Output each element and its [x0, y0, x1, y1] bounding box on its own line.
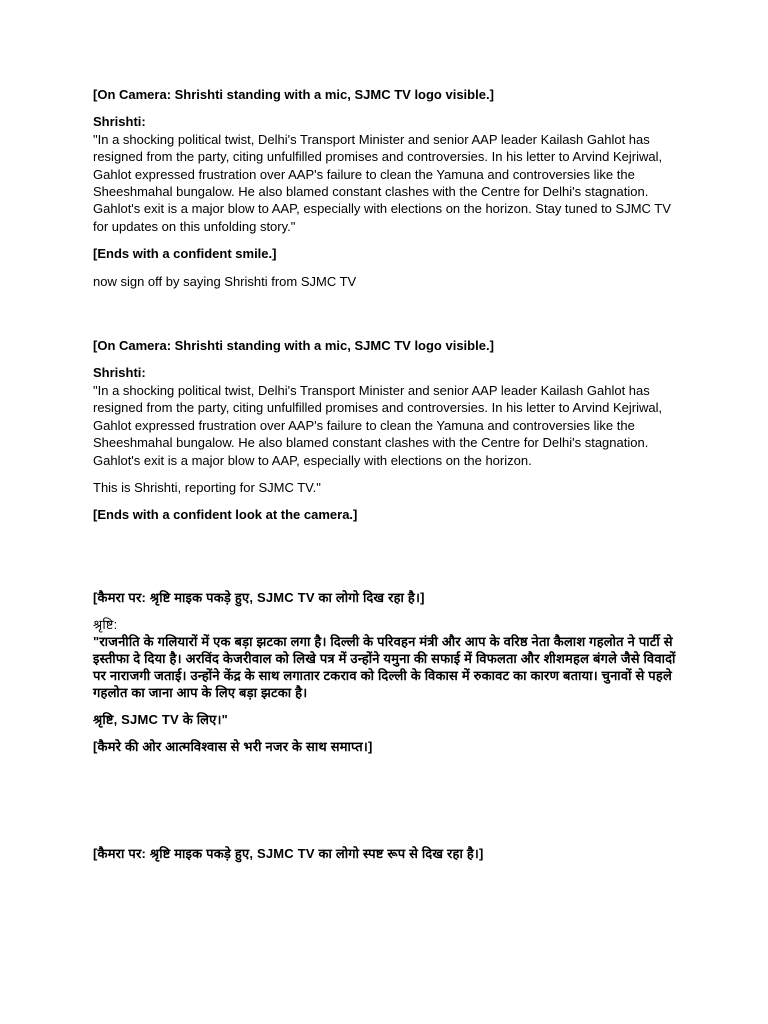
stage-direction-close: [Ends with a confident smile.] — [93, 246, 277, 262]
script-paragraph — [93, 113, 683, 235]
spacer — [93, 534, 683, 589]
sign-off-line: This is Shrishti, reporting for SJMC TV." — [93, 479, 321, 495]
user-prompt: now sign off by saying Shrishti from SJMC TV — [93, 273, 357, 289]
speaker-label: Shrishti: — [93, 365, 146, 381]
speech-text: "In a shocking political twist, Delhi's Transport Minister and senior AAP leader Kailash Gahlot has resigned from the party, citing unfulfilled promises and controversies. In his letter to Arvind Kejriwal, Gahlot expressed frustration over AAP's failure to clean the Yamuna and controversies like the Sheeshmahal bungalow. He also blamed constant clashes with the Centre for Delhi's stagnation. Gahlot's exit is a major blow to AAP, especially with elections on the horizon. — [93, 382, 663, 468]
hindi-speaker-label: श्रृष्टि: — [93, 616, 118, 632]
document-page — [93, 86, 683, 872]
speaker-label: Shrishti: — [93, 114, 146, 130]
stage-direction-open: [On Camera: Shrishti standing with a mic, SJMC TV logo visible.] — [93, 338, 494, 354]
stage-direction-close: [Ends with a confident look at the camera.] — [93, 507, 358, 523]
script-paragraph — [93, 364, 683, 468]
hindi-stage-direction-open: [कैमरा पर: श्रृष्टि माइक पकड़े हुए, SJMC TV का लोगो दिख रहा है।] — [93, 589, 425, 605]
hindi-stage-direction-close: [कैमरे की ओर आत्मविश्वास से भरी नजर के साथ समाप्त।] — [93, 738, 373, 754]
hindi-speech-text: "राजनीति के गलियारों में एक बड़ा झटका लगा है। दिल्ली के परिवहन मंत्री और आप के वरिष्ठ नेता कैलाश गहलोत ने पार्टी से इस्तीफा दे दिया है। अरविंद केजरीवाल को लिखे पत्र में उन्होंने यमुना की सफाई में विफलता और शीशमहल बंगले जैसे विवादों पर नाराजगी जताई। उन्होंने केंद्र के साथ लगातार टकराव को दिल्ली के विकास में रुकावट का कारण बताया। चुनावों से पहले गहलोत का जाना आप के लिए बड़ा झटका है। — [93, 633, 676, 700]
hindi-script — [93, 589, 683, 862]
hindi-sign-off-line: श्रृष्टि, SJMC TV के लिए।" — [93, 711, 228, 727]
speech-text: "In a shocking political twist, Delhi's Transport Minister and senior AAP leader Kailash Gahlot has resigned from the party, citing unfulfilled promises and controversies. In his letter to Arvind Kejriwal, Gahlot expressed frustration over AAP's failure to clean the Yamuna and controversies like the Sheeshmahal bungalow. He also blamed constant clashes with the Centre for Delhi's stagnation. Gahlot's exit is a major blow to AAP, especially with elections on the horizon. Stay tuned to SJMC TV for updates on this unfolding story." — [93, 131, 671, 234]
hindi-script-paragraph — [93, 616, 683, 701]
stage-direction-open: [On Camera: Shrishti standing with a mic, SJMC TV logo visible.] — [93, 87, 494, 102]
hindi-stage-direction-open: [कैमरा पर: श्रृष्टि माइक पकड़े हुए, SJMC TV का लोगो स्पष्ट रूप से दिख रहा है।] — [93, 845, 484, 861]
spacer — [93, 300, 683, 337]
spacer — [93, 765, 683, 845]
